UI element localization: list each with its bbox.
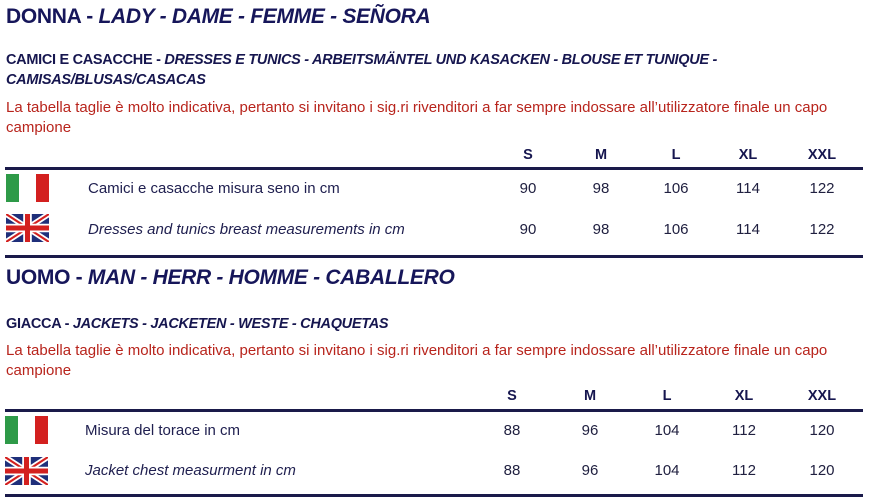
men-en-l: 104 xyxy=(654,462,680,479)
women-size-header-xxl: XXL xyxy=(807,147,837,163)
women-disclaimer: La tabella taglie è molto indicativa, pertanto si invitano i sig.ri rivenditori a far sempre indossare all’utilizzatore finale un capo campione xyxy=(6,99,828,136)
italy-flag-icon xyxy=(6,174,49,202)
women-table-bottom-rule xyxy=(5,255,863,258)
women-en-m: 98 xyxy=(592,221,610,238)
men-it-xxl: 120 xyxy=(809,422,835,439)
men-en-m: 96 xyxy=(581,462,599,479)
uk-flag-icon xyxy=(6,214,49,242)
men-section-title xyxy=(6,266,455,290)
women-size-header-m: M xyxy=(594,147,608,163)
men-title-plain: UOMO - xyxy=(6,266,88,289)
men-title-italic: MAN - HERR - HOMME - CABALLERO xyxy=(87,266,455,289)
men-size-header-xl: XL xyxy=(734,388,754,404)
men-table-top-rule xyxy=(5,409,863,412)
men-size-header-s: S xyxy=(507,388,517,404)
women-en-s: 90 xyxy=(519,221,537,238)
men-it-s: 88 xyxy=(503,422,521,439)
women-en-l: 106 xyxy=(663,221,689,238)
women-it-s: 90 xyxy=(519,180,537,197)
women-it-m: 98 xyxy=(592,180,610,197)
men-size-header-m: M xyxy=(583,388,597,404)
men-subtitle-plain: GIACCA - xyxy=(6,316,73,332)
women-size-header-l: L xyxy=(671,147,681,163)
women-subtitle-italic: DRESSES E TUNICS - ARBEITSMÄNTEL UND KASACKEN - BLOUSE ET TUNIQUE - CAMISAS/BLUSAS/CASACAS xyxy=(6,52,718,88)
women-en-xl: 114 xyxy=(736,221,760,238)
women-it-xl: 114 xyxy=(736,180,760,197)
men-size-header-xxl: XXL xyxy=(807,388,837,404)
men-table-bottom-rule xyxy=(5,494,863,497)
women-table-top-rule xyxy=(5,167,863,170)
women-it-l: 106 xyxy=(663,180,689,197)
women-size-header-s: S xyxy=(523,147,533,163)
men-subtitle xyxy=(6,314,806,334)
women-section-title xyxy=(6,5,430,29)
women-it-xxl: 122 xyxy=(809,180,835,197)
italy-flag-icon xyxy=(5,416,48,444)
men-en-s: 88 xyxy=(503,462,521,479)
uk-flag-icon xyxy=(5,457,48,485)
men-row-label-en: Jacket chest measurment in cm xyxy=(85,462,296,479)
men-size-header-l: L xyxy=(662,388,672,404)
women-en-xxl: 122 xyxy=(809,221,835,238)
women-subtitle xyxy=(6,50,806,90)
men-en-xxl: 120 xyxy=(809,462,835,479)
men-it-xl: 112 xyxy=(732,422,756,439)
men-row-label-it: Misura del torace in cm xyxy=(85,422,241,439)
men-it-l: 104 xyxy=(654,422,680,439)
women-title-italic: LADY - DAME - FEMME - SEÑORA xyxy=(98,5,431,28)
women-row-label-en: Dresses and tunics breast measurements in cm xyxy=(88,221,405,238)
men-subtitle-italic: JACKETS - JACKETEN - WESTE - CHAQUETAS xyxy=(72,316,389,332)
men-en-xl: 112 xyxy=(732,462,756,479)
women-row-label-it: Camici e casacche misura seno in cm xyxy=(88,180,340,197)
women-size-header-xl: XL xyxy=(738,147,758,163)
women-subtitle-plain: CAMICI E CASACCHE - xyxy=(6,52,165,68)
women-title-plain: DONNA - xyxy=(6,5,99,28)
men-disclaimer: La tabella taglie è molto indicativa, pertanto si invitano i sig.ri rivenditori a far sempre indossare all’utilizzatore finale un capo campione xyxy=(6,342,828,379)
men-it-m: 96 xyxy=(581,422,599,439)
